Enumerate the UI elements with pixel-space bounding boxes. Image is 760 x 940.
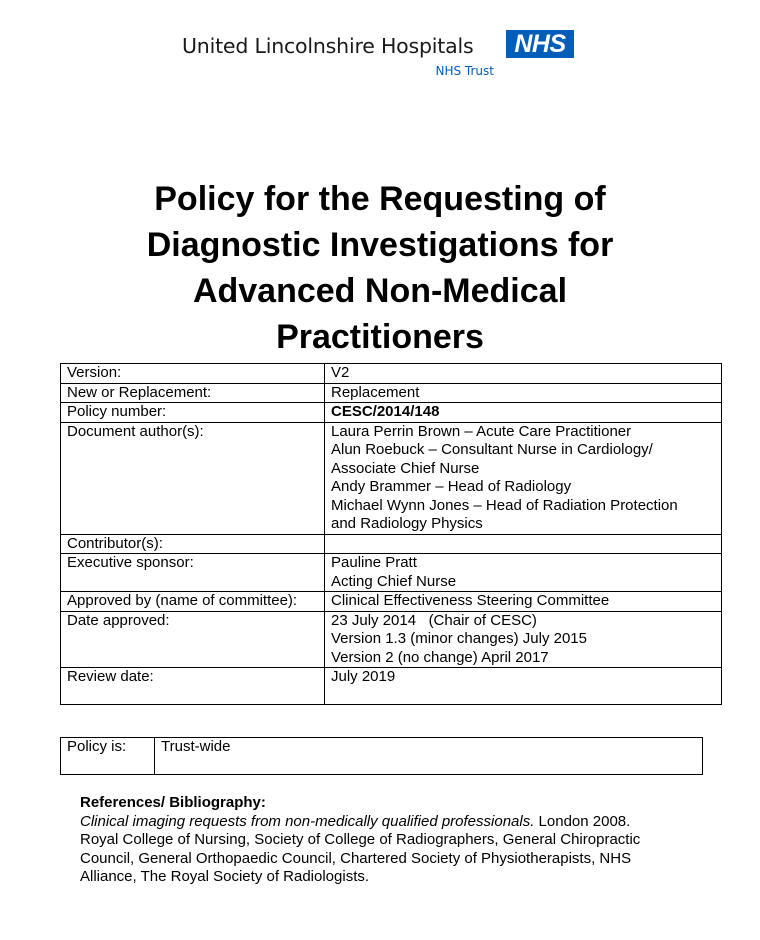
table-row — [61, 668, 722, 705]
authors-value — [325, 422, 722, 534]
table-row — [61, 383, 722, 403]
replacement-label: New or Replacement: — [61, 383, 325, 403]
date-approved-label: Date approved: — [61, 611, 325, 668]
sponsor-line: Pauline Pratt — [331, 554, 417, 571]
organisation-name: United Lincolnshire Hospitals — [182, 34, 474, 58]
sponsor-label: Executive sponsor: — [61, 554, 325, 592]
table-row — [61, 403, 722, 423]
authors-label: Document author(s): — [61, 422, 325, 534]
nhs-trust-label: NHS Trust — [435, 64, 494, 78]
policy-title — [0, 176, 760, 360]
sponsor-value — [325, 554, 722, 592]
date-approved-line: Version 2 (no change) April 2017 — [331, 648, 549, 666]
table-row — [61, 534, 722, 554]
table-row — [61, 554, 722, 592]
reference-line — [80, 813, 720, 832]
table-row — [61, 364, 722, 384]
table-row — [61, 611, 722, 668]
date-approved-value — [325, 611, 722, 668]
approved-by-label: Approved by (name of committee): — [61, 592, 325, 612]
reference-title: Clinical imaging requests from non-medically qualified professionals. — [80, 812, 535, 830]
table-row — [61, 592, 722, 612]
contributors-value — [325, 534, 722, 554]
policy-number-value: CESC/2014/148 — [325, 403, 722, 423]
approved-by-value: Clinical Effectiveness Steering Committee — [325, 592, 722, 612]
replacement-value: Replacement — [325, 383, 722, 403]
table-row — [61, 738, 703, 775]
reference-line: Alliance, The Royal Society of Radiologists. — [80, 868, 370, 886]
author-line: and Radiology Physics — [331, 515, 483, 532]
scope-label: Policy is: — [61, 738, 155, 775]
references-section — [80, 794, 720, 887]
document-header — [0, 28, 760, 88]
author-line: Alun Roebuck – Consultant Nurse in Cardiology/ — [331, 441, 653, 458]
policy-info-table — [60, 363, 722, 705]
version-value: V2 — [325, 364, 722, 384]
date-approved-line: 23 July 2014 (Chair of CESC) — [331, 611, 537, 629]
policy-scope-table — [60, 737, 703, 775]
date-approved-line: Version 1.3 (minor changes) July 2015 — [331, 630, 587, 647]
author-line: Michael Wynn Jones – Head of Radiation Protection — [331, 496, 678, 514]
review-date-value: July 2019 — [325, 668, 722, 705]
title-line: Practitioners — [276, 318, 484, 356]
policy-number-label: Policy number: — [61, 403, 325, 423]
title-line: Advanced Non-Medical — [192, 272, 568, 310]
references-heading: References/ Bibliography: — [80, 794, 266, 811]
reference-line: Royal College of Nursing, Society of College of Radiographers, General Chiropractic — [80, 831, 641, 849]
reference-line: Council, General Orthopaedic Council, Chartered Society of Physiotherapists, NHS — [80, 849, 632, 867]
sponsor-line: Acting Chief Nurse — [331, 572, 457, 590]
title-line: Diagnostic Investigations for — [146, 226, 614, 264]
table-row — [61, 422, 722, 534]
reference-place-year: London 2008. — [534, 812, 631, 830]
review-date-label: Review date: — [61, 668, 325, 705]
nhs-logo: NHS — [506, 30, 574, 58]
scope-value: Trust-wide — [155, 738, 703, 775]
contributors-label: Contributor(s): — [61, 534, 325, 554]
version-label: Version: — [61, 364, 325, 384]
author-line: Laura Perrin Brown – Acute Care Practitioner — [331, 422, 632, 440]
title-line: Policy for the Requesting of — [154, 180, 606, 218]
author-line: Associate Chief Nurse — [331, 459, 480, 477]
author-line: Andy Brammer – Head of Radiology — [331, 478, 572, 495]
